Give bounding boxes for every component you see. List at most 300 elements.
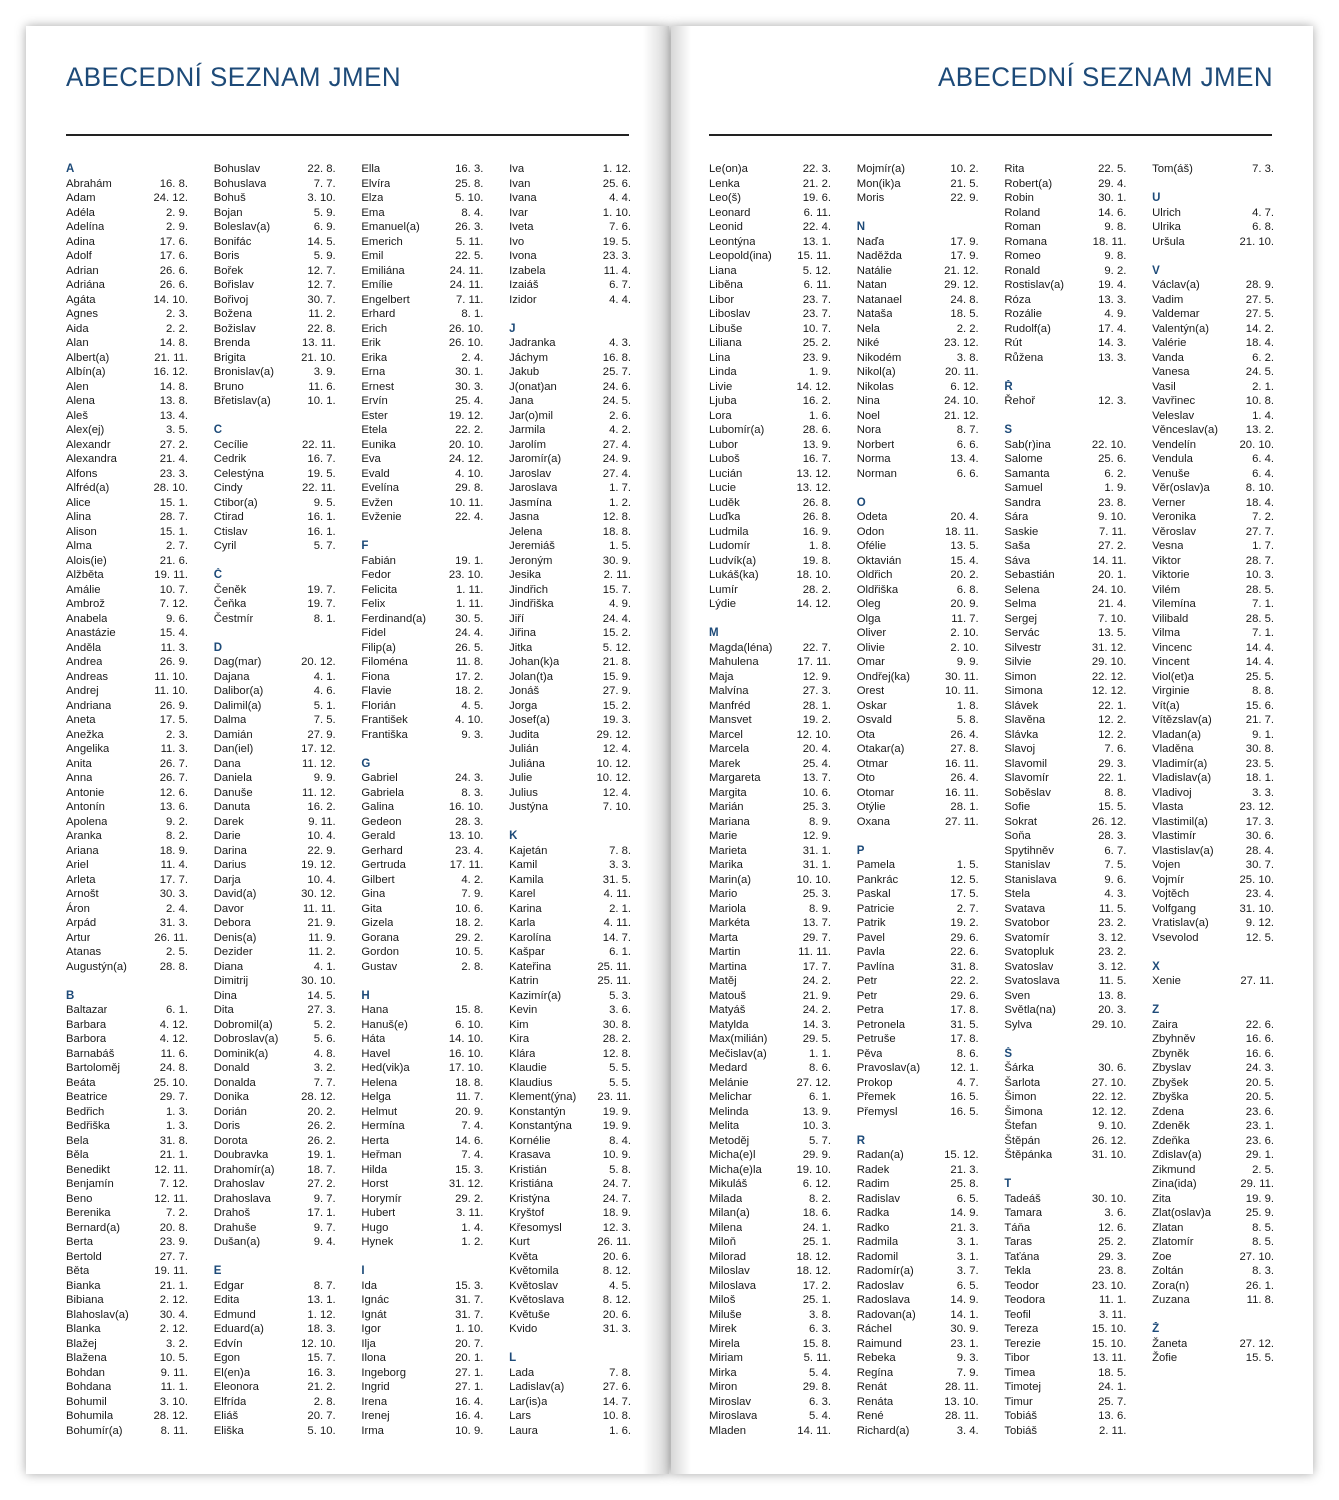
name: Pankrác bbox=[856, 873, 899, 886]
name: Tobiáš bbox=[1004, 1410, 1038, 1422]
nameday-date: 24. 10. bbox=[1091, 583, 1127, 596]
nameday-date: 11. 10. bbox=[154, 685, 188, 697]
nameday-date: 1. 2. bbox=[461, 1236, 484, 1248]
name-entry bbox=[361, 365, 483, 380]
name-entry bbox=[361, 1076, 483, 1091]
name: Ladislav(a) bbox=[509, 1381, 565, 1393]
nameday-date: 19. 9. bbox=[1245, 1192, 1275, 1205]
nameday-date: 18. 4. bbox=[1245, 337, 1275, 349]
name: Adina bbox=[66, 235, 95, 248]
nameday-date: 25. 2. bbox=[1098, 1236, 1127, 1248]
name: Soběslav bbox=[1004, 786, 1051, 799]
nameday-date: 11. 10. bbox=[154, 670, 188, 683]
name-entry bbox=[1152, 728, 1274, 743]
name: Ester bbox=[361, 409, 388, 422]
nameday-date: 2. 8. bbox=[461, 960, 484, 973]
name: Cecílie bbox=[213, 438, 249, 451]
nameday-date: 10. 11. bbox=[944, 685, 979, 697]
nameday-date: 18. 12. bbox=[796, 1265, 831, 1277]
nameday-date: 14. 8. bbox=[159, 337, 188, 349]
nameday-date: 6. 1. bbox=[609, 946, 632, 958]
name: Tamara bbox=[1004, 1207, 1043, 1219]
nameday-date: 10. 4. bbox=[307, 830, 336, 842]
name-entry bbox=[709, 293, 831, 308]
nameday-date: 30. 8. bbox=[602, 1018, 632, 1031]
letter: D bbox=[213, 641, 222, 654]
name-entry bbox=[709, 235, 831, 250]
nameday-date: 19. 2. bbox=[950, 917, 979, 929]
name-entry bbox=[66, 858, 188, 873]
name: Kajetán bbox=[509, 844, 548, 857]
name: Kevin bbox=[509, 1004, 538, 1016]
name-entry bbox=[66, 220, 188, 235]
nameday-date: 7. 5. bbox=[1104, 859, 1127, 871]
nameday-date: 27. 9. bbox=[307, 728, 336, 741]
nameday-date: 5. 3. bbox=[609, 989, 632, 1002]
nameday-date: 19. 12. bbox=[301, 859, 336, 871]
nameday-date: 6. 4. bbox=[1252, 467, 1275, 480]
name-entry bbox=[509, 713, 631, 728]
name-entry bbox=[214, 1003, 336, 1018]
name: Marta bbox=[709, 931, 738, 944]
nameday-date: 20. 8. bbox=[159, 1221, 188, 1234]
name: Ctislav bbox=[213, 525, 248, 538]
name: Moris bbox=[856, 192, 885, 204]
name-entry bbox=[857, 539, 979, 554]
name: Zdislav(a) bbox=[1152, 1149, 1202, 1161]
name-entry bbox=[1004, 1018, 1126, 1033]
name-entry bbox=[66, 742, 188, 757]
name-entry bbox=[1004, 525, 1126, 540]
letter-heading bbox=[1004, 423, 1126, 438]
name-entry bbox=[214, 307, 336, 322]
name: Leontýna bbox=[709, 235, 756, 248]
name: Timur bbox=[1004, 1395, 1033, 1408]
name-entry bbox=[709, 1119, 831, 1134]
name-entry bbox=[857, 264, 979, 279]
name: Amálie bbox=[66, 583, 101, 596]
nameday-date: 14. 12. bbox=[796, 380, 831, 393]
nameday-date: 2. 7. bbox=[956, 902, 979, 915]
name-entry bbox=[857, 525, 979, 540]
name: Sokrat bbox=[1004, 815, 1038, 828]
name-entry bbox=[361, 1003, 483, 1018]
nameday-date: 13. 11. bbox=[1092, 1352, 1127, 1364]
name: Radan(a) bbox=[856, 1149, 904, 1161]
name: Jarolím bbox=[509, 438, 547, 451]
name-entry bbox=[66, 235, 188, 250]
nameday-date: 4. 6. bbox=[313, 685, 336, 697]
name-entry bbox=[1004, 307, 1126, 322]
name-entry bbox=[361, 945, 483, 960]
name-entry bbox=[1004, 960, 1126, 975]
nameday-date: 28. 11. bbox=[944, 1410, 979, 1422]
nameday-date: 24. 2. bbox=[802, 1004, 831, 1016]
name: Alfons bbox=[66, 467, 98, 480]
name: Ráchel bbox=[856, 1323, 892, 1335]
nameday-date: 25. 6. bbox=[602, 177, 632, 190]
name: Róza bbox=[1004, 293, 1031, 306]
name-entry bbox=[66, 771, 188, 786]
name: René bbox=[856, 1410, 884, 1422]
name: Vladimír(a) bbox=[1152, 757, 1208, 770]
nameday-date: 6. 10. bbox=[455, 1018, 484, 1031]
name: Tadeáš bbox=[1004, 1192, 1041, 1205]
name: Edvín bbox=[213, 1337, 243, 1350]
name-entry bbox=[66, 1061, 188, 1076]
name: Bedřiška bbox=[66, 1120, 110, 1132]
name: Vilibald bbox=[1152, 612, 1189, 625]
name: Izidor bbox=[509, 293, 537, 306]
name-entry bbox=[1152, 902, 1274, 917]
nameday-date: 9. 2. bbox=[1104, 264, 1127, 277]
nameday-date: 4. 2. bbox=[609, 424, 632, 436]
name-entry bbox=[857, 177, 979, 192]
name: Marián bbox=[709, 801, 744, 813]
name-entry bbox=[361, 1322, 483, 1337]
name: Vendelín bbox=[1152, 438, 1197, 451]
name: Svatoslava bbox=[1004, 975, 1060, 987]
name-entry bbox=[1152, 583, 1274, 598]
name: Romeo bbox=[1004, 250, 1041, 262]
name-entry bbox=[509, 1105, 631, 1120]
name: Lars bbox=[509, 1410, 532, 1422]
nameday-date: 13. 11. bbox=[301, 337, 336, 349]
name: Martina bbox=[709, 960, 747, 973]
name: Denis(a) bbox=[213, 931, 257, 944]
nameday-date: 9. 9. bbox=[956, 656, 979, 668]
name: Gilbert bbox=[361, 873, 395, 886]
name: Luďka bbox=[709, 511, 741, 523]
name-entry bbox=[1152, 394, 1274, 409]
name-entry bbox=[709, 583, 831, 598]
name: Brigita bbox=[213, 351, 246, 364]
name-entry bbox=[214, 191, 336, 206]
name-entry bbox=[361, 467, 483, 482]
name: Lýdie bbox=[709, 598, 737, 610]
name-entry bbox=[709, 960, 831, 975]
name-entry bbox=[66, 322, 188, 337]
name-entry bbox=[214, 1061, 336, 1076]
name: Artur bbox=[66, 931, 91, 944]
name: Ilona bbox=[361, 1352, 386, 1364]
name-entry bbox=[1004, 1395, 1126, 1410]
nameday-date: 28. 9. bbox=[1245, 279, 1275, 291]
nameday-date: 26. 4. bbox=[950, 772, 979, 784]
name: Patricie bbox=[856, 902, 895, 915]
name-entry bbox=[1152, 220, 1274, 235]
name-entry bbox=[361, 249, 483, 264]
name-entry bbox=[857, 655, 979, 670]
name: Lukáš(ka) bbox=[709, 569, 759, 581]
name: Olga bbox=[856, 612, 881, 625]
name: Marieta bbox=[709, 844, 747, 857]
name: Andrea bbox=[66, 656, 103, 668]
nameday-date: 24. 6. bbox=[602, 380, 632, 393]
name-entry bbox=[709, 713, 831, 728]
name: Angelika bbox=[66, 743, 110, 755]
name-entry bbox=[1152, 365, 1274, 380]
name-entry bbox=[214, 1221, 336, 1236]
name: Alina bbox=[66, 511, 92, 523]
name: Agáta bbox=[66, 293, 96, 306]
nameday-date: 2. 8. bbox=[313, 1395, 336, 1408]
name: Irena bbox=[361, 1395, 388, 1408]
name-entry bbox=[509, 351, 631, 366]
nameday-date: 13. 1. bbox=[802, 235, 831, 248]
name-entry bbox=[1004, 1192, 1126, 1207]
nameday-date: 13. 2. bbox=[1245, 424, 1275, 436]
name-entry bbox=[214, 1047, 336, 1062]
nameday-date: 28. 7. bbox=[1245, 554, 1275, 567]
name: Gedeon bbox=[361, 815, 402, 828]
nameday-date: 28. 3. bbox=[1098, 830, 1127, 842]
nameday-date: 1. 11. bbox=[455, 583, 484, 596]
name-entry bbox=[214, 1424, 336, 1439]
nameday-date: 8. 1. bbox=[313, 612, 336, 625]
name: Darius bbox=[213, 859, 247, 871]
name-entry bbox=[361, 1018, 483, 1033]
name-entry bbox=[509, 742, 631, 757]
name: Jarmila bbox=[509, 424, 546, 436]
name: Bořislav bbox=[213, 279, 254, 291]
name-entry bbox=[709, 728, 831, 743]
name-entry bbox=[361, 264, 483, 279]
nameday-date: 2. 9. bbox=[166, 221, 188, 233]
name: Oktavián bbox=[856, 554, 902, 567]
name: Lucie bbox=[709, 482, 737, 494]
nameday-date: 14. 10. bbox=[153, 293, 188, 306]
name-entry bbox=[509, 220, 631, 235]
name-entry bbox=[509, 1192, 631, 1207]
name-entry bbox=[1004, 1308, 1126, 1323]
name-entry bbox=[1152, 829, 1274, 844]
nameday-date: 3. 3. bbox=[1252, 786, 1275, 799]
name: Elvíra bbox=[361, 177, 391, 190]
nameday-date: 29. 7. bbox=[802, 931, 831, 944]
name: Vsevolod bbox=[1152, 931, 1199, 944]
nameday-date: 2. 9. bbox=[166, 206, 188, 219]
spacer bbox=[361, 525, 483, 540]
nameday-date: 14. 7. bbox=[602, 931, 632, 944]
nameday-date: 1. 7. bbox=[609, 482, 632, 494]
name-entry bbox=[709, 1424, 831, 1439]
name-entry bbox=[857, 423, 979, 438]
name-entry bbox=[857, 1032, 979, 1047]
name-entry bbox=[1152, 206, 1274, 221]
nameday-date: 10. 6. bbox=[455, 902, 484, 915]
name: Regína bbox=[856, 1366, 894, 1379]
name: Jorga bbox=[509, 699, 538, 712]
name-entry bbox=[214, 713, 336, 728]
name: Blanka bbox=[66, 1323, 101, 1335]
name-entry bbox=[361, 597, 483, 612]
name: Adam bbox=[66, 192, 96, 204]
nameday-date: 8. 1. bbox=[461, 308, 484, 320]
name-entry bbox=[857, 1366, 979, 1381]
name-entry bbox=[1152, 307, 1274, 322]
name-entry bbox=[66, 829, 188, 844]
nameday-date: 22. 4. bbox=[802, 221, 831, 233]
name-entry bbox=[214, 670, 336, 685]
name-entry bbox=[66, 336, 188, 351]
name: Saša bbox=[1004, 540, 1031, 552]
name: Terezie bbox=[1004, 1337, 1041, 1350]
nameday-date: 5. 1. bbox=[313, 699, 336, 712]
nameday-date: 7. 8. bbox=[609, 844, 632, 857]
nameday-date: 15. 4. bbox=[159, 627, 188, 639]
name-entry bbox=[1152, 467, 1274, 482]
name-entry bbox=[857, 757, 979, 772]
name: Laura bbox=[509, 1424, 538, 1437]
name-entry bbox=[509, 264, 631, 279]
name: Jaromír(a) bbox=[509, 453, 562, 465]
name: Kateřina bbox=[509, 960, 552, 973]
name-entry bbox=[361, 1380, 483, 1395]
name-entry bbox=[1004, 1366, 1126, 1381]
name-entry bbox=[1152, 597, 1274, 612]
name-entry bbox=[214, 844, 336, 859]
name: Darja bbox=[213, 873, 241, 886]
name: Gorana bbox=[361, 931, 400, 944]
nameday-date: 2. 12. bbox=[159, 1323, 188, 1335]
name: Bohumil bbox=[66, 1395, 107, 1408]
nameday-date: 21. 12. bbox=[944, 409, 979, 422]
name: Eleonora bbox=[213, 1381, 259, 1393]
name: Bořivoj bbox=[213, 293, 249, 306]
name: Miloš bbox=[709, 1294, 736, 1306]
name: Mariola bbox=[709, 902, 747, 915]
name-entry bbox=[214, 206, 336, 221]
name: Kurt bbox=[509, 1236, 530, 1248]
nameday-date: 12. 4. bbox=[602, 743, 632, 755]
nameday-date: 21. 3. bbox=[950, 1163, 979, 1176]
name: Jáchym bbox=[509, 351, 548, 364]
name-entry bbox=[1004, 496, 1126, 511]
name-entry bbox=[66, 206, 188, 221]
nameday-date: 23. 10. bbox=[448, 569, 484, 581]
name-entry bbox=[509, 1134, 631, 1149]
name-entry bbox=[1004, 568, 1126, 583]
letter: Š bbox=[1004, 1047, 1013, 1060]
name: Jindřiška bbox=[509, 598, 554, 610]
letter-heading bbox=[214, 1264, 336, 1279]
name-entry bbox=[214, 1090, 336, 1105]
name: Adriána bbox=[66, 279, 105, 291]
name: Anabela bbox=[66, 612, 108, 625]
name: Danuše bbox=[213, 786, 253, 799]
name: Rita bbox=[1004, 163, 1025, 175]
name-entry bbox=[857, 800, 979, 815]
nameday-date: 9. 9. bbox=[313, 772, 336, 784]
name: Erich bbox=[361, 322, 388, 335]
nameday-date: 23. 3. bbox=[602, 250, 632, 262]
letter: H bbox=[361, 989, 370, 1002]
name: Horst bbox=[361, 1178, 389, 1190]
name-entry bbox=[709, 510, 831, 525]
name-entry bbox=[857, 1235, 979, 1250]
name: Bohdan bbox=[66, 1366, 105, 1379]
name-entry bbox=[857, 1192, 979, 1207]
name-entry bbox=[1152, 539, 1274, 554]
nameday-date: 12. 10. bbox=[301, 1337, 336, 1350]
nameday-date: 20. 10. bbox=[1239, 438, 1275, 451]
nameday-date: 3. 8. bbox=[809, 1308, 831, 1321]
nameday-date: 27. 7. bbox=[1245, 525, 1275, 538]
name: Viktorie bbox=[1152, 569, 1190, 581]
nameday-date: 7. 7. bbox=[313, 177, 336, 190]
name-entry bbox=[857, 1308, 979, 1323]
name: Radovan(a) bbox=[856, 1308, 916, 1321]
name-entry bbox=[709, 931, 831, 946]
name: Nataša bbox=[856, 308, 893, 320]
nameday-date: 15. 5. bbox=[1245, 1352, 1275, 1364]
name: Hugo bbox=[361, 1221, 389, 1234]
letter-heading bbox=[857, 1134, 979, 1149]
nameday-date: 22. 7. bbox=[802, 641, 831, 654]
name-entry bbox=[709, 264, 831, 279]
name-entry bbox=[1152, 1235, 1274, 1250]
nameday-date: 9. 1. bbox=[1252, 728, 1275, 741]
nameday-date: 7. 9. bbox=[956, 1366, 979, 1379]
name-entry bbox=[1004, 699, 1126, 714]
nameday-date: 19. 1. bbox=[307, 1149, 336, 1161]
name: Omar bbox=[856, 656, 885, 668]
nameday-date: 23. 1. bbox=[950, 1337, 979, 1350]
name: Valdemar bbox=[1152, 308, 1200, 320]
name: Hynek bbox=[361, 1236, 394, 1248]
name: Bonifác bbox=[213, 235, 252, 248]
name: Doris bbox=[213, 1120, 241, 1132]
name: Aranka bbox=[66, 830, 102, 842]
name: Nikodém bbox=[856, 351, 902, 364]
name-entry bbox=[1004, 394, 1126, 409]
name: Zbyhněv bbox=[1152, 1033, 1196, 1045]
name-entry bbox=[214, 960, 336, 975]
letter: G bbox=[361, 757, 371, 770]
nameday-date: 2. 11. bbox=[1098, 1424, 1127, 1437]
name-entry bbox=[709, 786, 831, 801]
letter: A bbox=[66, 163, 75, 175]
nameday-date: 1. 6. bbox=[609, 1424, 632, 1437]
nameday-date: 2. 2. bbox=[166, 322, 188, 335]
nameday-date: 26. 11. bbox=[597, 1236, 632, 1248]
name-entry bbox=[857, 1018, 979, 1033]
nameday-date: 11. 12. bbox=[301, 786, 336, 799]
name: Liboslav bbox=[709, 308, 751, 320]
letter-heading bbox=[509, 829, 631, 844]
nameday-date: 5. 4. bbox=[809, 1410, 831, 1422]
letter-heading bbox=[361, 539, 483, 554]
nameday-date: 12. 12. bbox=[1091, 1105, 1127, 1118]
name-entry bbox=[66, 699, 188, 714]
name-entry bbox=[509, 177, 631, 192]
nameday-date: 19. 7. bbox=[307, 583, 336, 596]
name: Malvína bbox=[709, 685, 749, 697]
name-entry bbox=[214, 1032, 336, 1047]
name: Uršula bbox=[1152, 235, 1185, 248]
name: Bibiana bbox=[66, 1294, 104, 1306]
name: Blažena bbox=[66, 1352, 107, 1364]
name: Lumír bbox=[709, 583, 738, 596]
name-column bbox=[509, 162, 631, 1438]
spacer bbox=[857, 206, 979, 221]
nameday-date: 15. 1. bbox=[159, 496, 188, 509]
spacer bbox=[1004, 1163, 1126, 1178]
name: Zdeněk bbox=[1152, 1120, 1190, 1132]
nameday-date: 23. 4. bbox=[455, 844, 484, 857]
name-entry bbox=[66, 278, 188, 293]
